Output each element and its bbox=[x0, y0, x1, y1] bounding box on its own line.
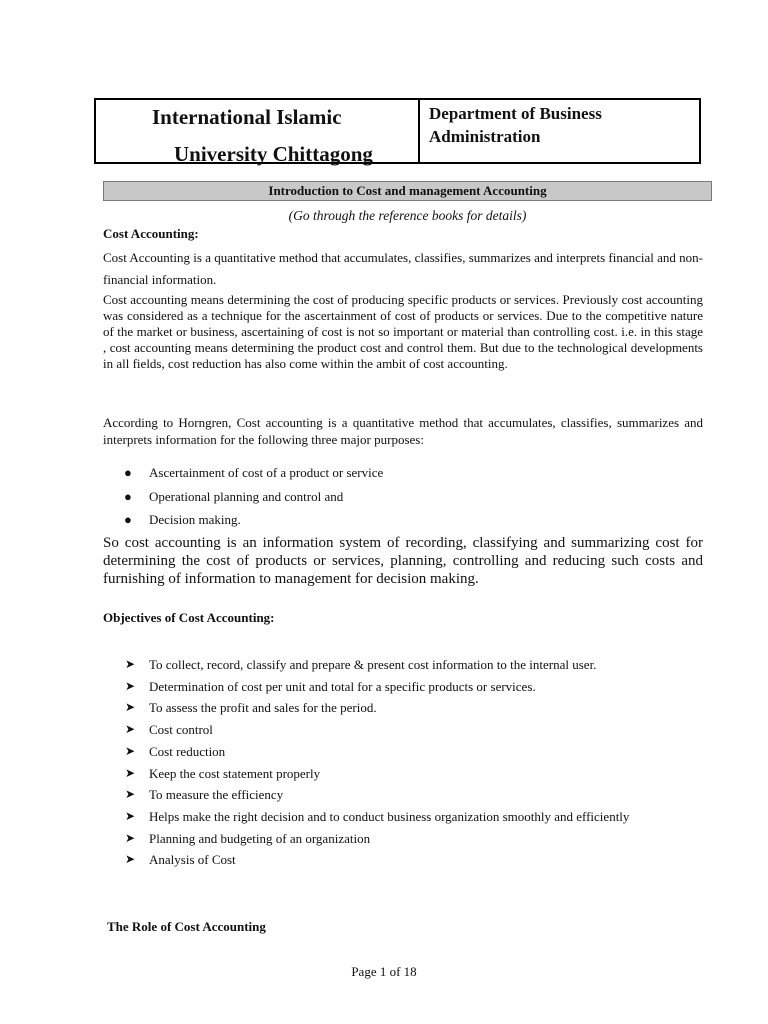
role-heading: The Role of Cost Accounting bbox=[107, 919, 266, 934]
department-name: Department of Business Administration bbox=[429, 104, 602, 146]
purposes-list bbox=[103, 465, 703, 536]
arrow-bullet-icon: ➤ bbox=[125, 787, 136, 802]
university-name bbox=[96, 100, 420, 166]
objectives-heading: Objectives of Cost Accounting: bbox=[103, 610, 275, 625]
arrow-bullet-icon: ➤ bbox=[125, 852, 136, 867]
university-name-line2: University Chittagong bbox=[174, 142, 373, 166]
list-item: ➤ Cost control bbox=[103, 719, 703, 741]
list-item: ➤ Determination of cost per unit and total for a specific products or services. bbox=[103, 676, 703, 698]
list-item: ➤ Analysis of Cost bbox=[103, 849, 703, 871]
list-item: ● Ascertainment of cost of a product or service bbox=[124, 465, 384, 480]
arrow-bullet-icon: ➤ bbox=[125, 657, 136, 671]
arrow-bullet-icon: ➤ bbox=[125, 678, 136, 693]
list-item: ● Operational planning and control and bbox=[124, 488, 344, 504]
list-item: ➤ Helps make the right decision and to conduct business organization smoothly and efficiently bbox=[103, 806, 703, 828]
arrow-bullet-icon: ➤ bbox=[125, 765, 136, 780]
cost-accounting-description: Cost accounting means determining the cost of producing specific products or services. Previously cost accounting was considered as a technique for the ascertainment of cost of products or services. Due to the competitive nature of the market or business, ascertaining of cost is not so important or material than controlling cost. i.e. in this stage , cost accounting means determining the product cost and control them. But due to the technological developments in all fields, cost reduction has also come within the ambit of cost accounting. bbox=[103, 292, 703, 371]
cost-accounting-summary: So cost accounting is an information system of recording, classifying and summarizing cost for determining the cost of products or services, planning, controlling and reducing such costs and furnishing of information to management for decision making. bbox=[103, 535, 703, 587]
horngren-definition: According to Horngren, Cost accounting is a quantitative method that accumulates, classifies, summarizes and interprets information for the following three major purposes: bbox=[103, 415, 703, 447]
list-item: ➤ To collect, record, classify and prepare & present cost information to the internal user. bbox=[103, 654, 703, 676]
arrow-bullet-icon: ➤ bbox=[125, 743, 136, 758]
page-number: Page 1 of 18 bbox=[351, 964, 417, 979]
arrow-bullet-icon: ➤ bbox=[125, 830, 136, 845]
list-item: ● Decision making. bbox=[124, 512, 241, 527]
cost-accounting-heading: Cost Accounting: bbox=[103, 226, 199, 241]
university-name-line1: International Islamic bbox=[152, 105, 342, 129]
cost-accounting-definition: Cost Accounting is a quantitative method that accumulates, classifies, summarizes and interprets financial and non-financial information. bbox=[103, 250, 703, 287]
list-item: ➤ Planning and budgeting of an organization bbox=[103, 828, 703, 850]
arrow-bullet-icon: ➤ bbox=[125, 700, 136, 715]
document-title: Introduction to Cost and management Accounting bbox=[103, 181, 712, 201]
bullet-icon: ● bbox=[124, 512, 132, 527]
document-subtitle: (Go through the reference books for details) bbox=[288, 208, 527, 223]
list-item: ➤ Keep the cost statement properly bbox=[103, 763, 703, 785]
arrow-bullet-icon: ➤ bbox=[125, 722, 136, 737]
arrow-bullet-icon: ➤ bbox=[125, 808, 136, 823]
bullet-icon: ● bbox=[124, 465, 132, 480]
list-item: ➤ To measure the efficiency bbox=[103, 784, 703, 806]
objectives-list bbox=[103, 654, 703, 871]
header-table bbox=[94, 98, 701, 164]
list-item: ➤ To assess the profit and sales for the period. bbox=[103, 697, 703, 719]
bullet-icon: ● bbox=[124, 488, 132, 504]
list-item: ➤ Cost reduction bbox=[103, 741, 703, 763]
